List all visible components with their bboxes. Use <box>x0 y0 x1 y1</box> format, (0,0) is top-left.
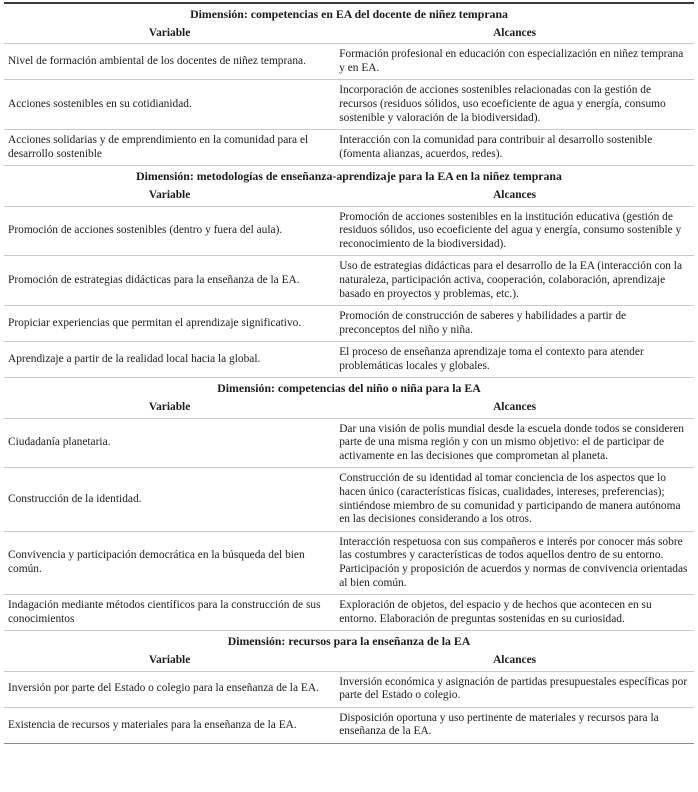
column-header-alcances: Alcances <box>493 653 537 666</box>
variable-cell: Indagación mediante métodos científicos para la construcción de sus conocimientos <box>8 599 321 625</box>
column-header-variable: Variable <box>148 188 191 201</box>
alcances-cell: Exploración de objetos, del espacio y de hechos que acontecen en su entorno. Elaboración de preguntas sostenidas en su curiosidad. <box>339 599 652 625</box>
alcances-cell: Inversión económica y asignación de partidas presupuestales específicas por parte del Estado o colegio. <box>339 675 688 702</box>
alcances-cell: Construcción de su identidad al tomar conciencia de los aspectos que lo hacen único (características físicas, cualidades, intereses, preferencias); sintiéndose miembro de su comunidad y participando de manera autónoma en las decisiones considerando a los otros. <box>339 472 681 526</box>
table-row <box>4 306 694 342</box>
column-header-row <box>4 25 694 45</box>
alcances-cell: Disposición oportuna y uso pertinente de materiales y recursos para la enseñanza de la EA. <box>339 711 659 738</box>
variable-cell: Construcción de la identidad. <box>8 492 142 505</box>
variable-cell: Convivencia y participación democrática en la búsqueda del bien común. <box>8 549 305 575</box>
table-row <box>4 44 694 80</box>
dimension-header: Dimensión: competencias del niño o niña para la EA <box>217 381 481 396</box>
alcances-cell: Dar una visión de polis mundial desde la escuela donde todos se consideren parte de una misma región y con un mismo objetivo: el de participar de activamente en las decisiones que comprometan al planeta. <box>339 422 684 462</box>
variable-cell: Acciones sostenibles en su cotidianidad. <box>8 97 192 110</box>
table-row <box>4 130 694 166</box>
dimensions-table <box>4 2 694 744</box>
column-header-alcances: Alcances <box>493 188 537 201</box>
column-header-variable: Variable <box>148 26 191 39</box>
variable-cell: Promoción de estrategias didácticas para la enseñanza de la EA. <box>8 273 300 286</box>
alcances-cell: Incorporación de acciones sostenibles relacionadas con la gestión de recursos (residuos sólidos, uso ecoeficiente de agua y energía, consumo sostenible y valoración de la biodiversidad). <box>339 84 666 124</box>
column-header-alcances: Alcances <box>493 26 537 39</box>
column-header-variable: Variable <box>148 653 191 666</box>
table-row <box>4 672 694 708</box>
alcances-cell: Promoción de construcción de saberes y habilidades a partir de preconceptos del niño y niña. <box>339 310 627 336</box>
column-header-row <box>4 187 694 207</box>
column-header-alcances: Alcances <box>493 401 537 414</box>
table-row <box>4 80 694 130</box>
variable-cell: Aprendizaje a partir de la realidad local hacia la global. <box>8 353 261 366</box>
alcances-cell: El proceso de enseñanza aprendizaje toma el contexto para atender problemáticas locales y globales. <box>339 346 644 372</box>
variable-cell: Nivel de formación ambiental de los docentes de niñez temprana. <box>8 54 306 67</box>
variable-cell: Promoción de acciones sostenibles (dentro y fuera del aula). <box>8 224 283 237</box>
column-header-variable: Variable <box>148 401 191 414</box>
dimension-header: Dimensión: recursos para la enseñanza de la EA <box>227 634 471 649</box>
table-row <box>4 207 694 257</box>
variable-cell: Existencia de recursos y materiales para la enseñanza de la EA. <box>8 718 297 731</box>
table-row <box>4 708 694 743</box>
alcances-cell: Interacción con la comunidad para contribuir al desarrollo sostenible (fomenta alianzas, acuerdos, redes). <box>339 134 653 160</box>
alcances-cell: Promoción de acciones sostenibles en la institución educativa (gestión de residuos sólidos, uso ecoeficiente del agua y energía, consumo sostenible y reconocimiento de la biodiversidad). <box>339 210 682 250</box>
alcances-cell: Uso de estrategias didácticas para el desarrollo de la EA (interacción con la naturaleza, participación activa, cooperación, colaboración, aprendizaje basado en proyectos y problemas, etc.). <box>339 260 683 300</box>
table-row <box>4 532 694 595</box>
variable-cell: Ciudadanía planetaria. <box>8 436 111 449</box>
table-row <box>4 595 694 631</box>
variable-cell: Propiciar experiencias que permitan el aprendizaje significativo. <box>8 316 302 329</box>
column-header-row <box>4 399 694 419</box>
variable-cell: Acciones solidarias y de emprendimiento en la comunidad para el desarrollo sostenible <box>8 134 309 160</box>
dimension-header: Dimensión: competencias en EA del docente de niñez temprana <box>190 7 508 21</box>
alcances-cell: Formación profesional en educación con especialización en niñez temprana y en EA. <box>339 48 684 74</box>
alcances-cell: Interacción respetuosa con sus compañeros e interés por conocer más sobre las costumbres y características de todos aquellos dentro de su entorno. Participación y proposición de acuerdos y normas de convivencia orientadas al bien común. <box>339 535 688 589</box>
variable-cell: Inversión por parte del Estado o colegio para la enseñanza de la EA. <box>8 682 319 695</box>
table-row <box>4 468 694 531</box>
dimension-header: Dimensión: metodologías de enseñanza-aprendizaje para la EA en la niñez temprana <box>136 169 562 184</box>
table-row <box>4 256 694 306</box>
column-header-row <box>4 652 694 672</box>
table-row <box>4 419 694 469</box>
table-row <box>4 342 694 378</box>
